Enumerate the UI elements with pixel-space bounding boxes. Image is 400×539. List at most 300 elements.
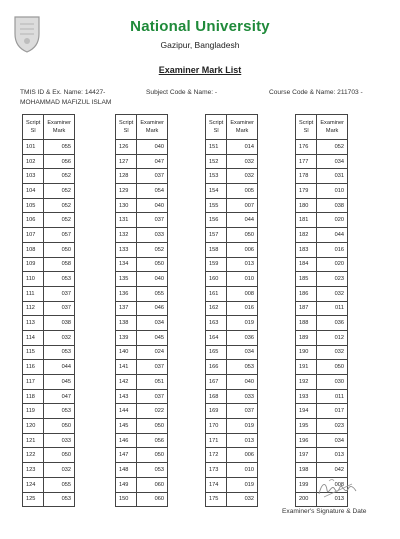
script-sl-cell: 174 bbox=[206, 477, 227, 492]
script-sl-cell: 175 bbox=[206, 492, 227, 507]
table-row bbox=[206, 242, 258, 257]
table-row bbox=[116, 477, 168, 492]
examiner-mark-cell: 033 bbox=[137, 228, 168, 243]
script-sl-cell: 102 bbox=[23, 154, 44, 169]
examiner-mark-cell: 044 bbox=[317, 228, 348, 243]
script-sl-cell: 164 bbox=[206, 330, 227, 345]
examiner-mark-cell: 016 bbox=[317, 242, 348, 257]
examiner-mark-cell: 044 bbox=[227, 213, 258, 228]
examiner-mark-cell: 013 bbox=[227, 257, 258, 272]
examiner-mark-cell: 012 bbox=[317, 330, 348, 345]
col-header-examiner-mark: Examiner Mark bbox=[317, 115, 348, 140]
table-row bbox=[23, 316, 75, 331]
table-row bbox=[23, 169, 75, 184]
examiner-mark-cell: 055 bbox=[44, 140, 75, 155]
col-header-examiner-mark: Examiner Mark bbox=[137, 115, 168, 140]
examiner-mark-cell: 052 bbox=[44, 198, 75, 213]
examiner-mark-cell: 053 bbox=[44, 345, 75, 360]
table-row bbox=[296, 389, 348, 404]
script-sl-cell: 140 bbox=[116, 345, 137, 360]
examiner-mark-cell: 037 bbox=[227, 404, 258, 419]
table-row bbox=[206, 345, 258, 360]
examiner-mark-cell: 011 bbox=[317, 301, 348, 316]
tmis-id-label: TMIS ID & Ex. Name: 14427- bbox=[20, 89, 106, 96]
table-row bbox=[296, 448, 348, 463]
script-sl-cell: 157 bbox=[206, 228, 227, 243]
script-sl-cell: 168 bbox=[206, 389, 227, 404]
examiner-mark-cell: 056 bbox=[137, 433, 168, 448]
examiner-mark-cell: 013 bbox=[317, 448, 348, 463]
table-row bbox=[296, 169, 348, 184]
table-row bbox=[23, 448, 75, 463]
examiner-mark-cell: 037 bbox=[137, 169, 168, 184]
examiner-mark-cell: 005 bbox=[227, 184, 258, 199]
script-sl-cell: 106 bbox=[23, 213, 44, 228]
script-sl-cell: 146 bbox=[116, 433, 137, 448]
table-row bbox=[206, 419, 258, 434]
table-row bbox=[296, 330, 348, 345]
examiner-mark-cell: 050 bbox=[44, 242, 75, 257]
table-row bbox=[206, 213, 258, 228]
examiner-mark-cell: 037 bbox=[44, 301, 75, 316]
examiner-mark-cell: 057 bbox=[44, 228, 75, 243]
examiner-mark-cell: 047 bbox=[137, 154, 168, 169]
col-header-script-sl: Script Sl bbox=[116, 115, 137, 140]
script-sl-cell: 149 bbox=[116, 477, 137, 492]
examiner-signature-label: Examiner's Signature & Date bbox=[282, 508, 367, 515]
examiner-mark-cell: 016 bbox=[227, 301, 258, 316]
script-sl-cell: 197 bbox=[296, 448, 317, 463]
examiner-mark-cell: 047 bbox=[44, 389, 75, 404]
table-row bbox=[23, 198, 75, 213]
script-sl-cell: 169 bbox=[206, 404, 227, 419]
table-row bbox=[296, 286, 348, 301]
table-row bbox=[23, 154, 75, 169]
script-sl-cell: 191 bbox=[296, 360, 317, 375]
examiner-mark-cell: 052 bbox=[137, 242, 168, 257]
table-row bbox=[296, 154, 348, 169]
examiner-mark-cell: 045 bbox=[137, 330, 168, 345]
script-sl-cell: 119 bbox=[23, 404, 44, 419]
script-sl-cell: 193 bbox=[296, 389, 317, 404]
examiner-mark-cell: 024 bbox=[137, 345, 168, 360]
examiner-mark-cell: 017 bbox=[317, 404, 348, 419]
examiner-name: MOHAMMAD MAFIZUL ISLAM bbox=[20, 99, 112, 106]
script-sl-cell: 148 bbox=[116, 463, 137, 478]
table-row bbox=[23, 272, 75, 287]
examiner-mark-cell: 008 bbox=[317, 477, 348, 492]
handwritten-signature bbox=[315, 476, 361, 502]
script-sl-cell: 108 bbox=[23, 242, 44, 257]
col-header-script-sl: Script Sl bbox=[206, 115, 227, 140]
table-row bbox=[116, 257, 168, 272]
examiner-mark-cell: 032 bbox=[227, 492, 258, 507]
examiner-mark-cell: 038 bbox=[317, 198, 348, 213]
script-sl-cell: 196 bbox=[296, 433, 317, 448]
table-row bbox=[23, 404, 75, 419]
table-row bbox=[23, 301, 75, 316]
script-sl-cell: 107 bbox=[23, 228, 44, 243]
script-sl-cell: 125 bbox=[23, 492, 44, 507]
examiner-mark-cell: 050 bbox=[227, 228, 258, 243]
examiner-mark-cell: 040 bbox=[137, 198, 168, 213]
examiner-mark-cell: 032 bbox=[317, 345, 348, 360]
table-row bbox=[116, 301, 168, 316]
script-sl-cell: 110 bbox=[23, 272, 44, 287]
table-row bbox=[23, 389, 75, 404]
table-row bbox=[206, 477, 258, 492]
examiner-mark-cell: 044 bbox=[44, 360, 75, 375]
table-row bbox=[116, 169, 168, 184]
script-sl-cell: 142 bbox=[116, 375, 137, 390]
examiner-mark-cell: 006 bbox=[227, 242, 258, 257]
script-sl-cell: 170 bbox=[206, 419, 227, 434]
table-row bbox=[116, 345, 168, 360]
script-sl-cell: 109 bbox=[23, 257, 44, 272]
table-row bbox=[206, 198, 258, 213]
script-sl-cell: 128 bbox=[116, 169, 137, 184]
script-sl-cell: 173 bbox=[206, 463, 227, 478]
table-row bbox=[116, 330, 168, 345]
examiner-mark-cell: 010 bbox=[227, 463, 258, 478]
examiner-mark-cell: 052 bbox=[44, 184, 75, 199]
script-sl-cell: 178 bbox=[296, 169, 317, 184]
script-sl-cell: 152 bbox=[206, 154, 227, 169]
table-row bbox=[296, 198, 348, 213]
table-row bbox=[206, 389, 258, 404]
script-sl-cell: 127 bbox=[116, 154, 137, 169]
examiner-mark-cell: 053 bbox=[44, 404, 75, 419]
table-row bbox=[116, 463, 168, 478]
course-code-label: Course Code & Name: 211703 - bbox=[269, 89, 363, 96]
table-row bbox=[206, 463, 258, 478]
script-sl-cell: 185 bbox=[296, 272, 317, 287]
examiner-mark-cell: 034 bbox=[137, 316, 168, 331]
script-sl-cell: 163 bbox=[206, 316, 227, 331]
script-sl-cell: 194 bbox=[296, 404, 317, 419]
script-sl-cell: 161 bbox=[206, 286, 227, 301]
table-row bbox=[116, 389, 168, 404]
script-sl-cell: 183 bbox=[296, 242, 317, 257]
examiner-mark-cell: 037 bbox=[137, 389, 168, 404]
table-row bbox=[116, 272, 168, 287]
col-header-examiner-mark: Examiner Mark bbox=[44, 115, 75, 140]
table-row bbox=[296, 184, 348, 199]
script-sl-cell: 156 bbox=[206, 213, 227, 228]
examiner-mark-cell: 052 bbox=[44, 213, 75, 228]
script-sl-cell: 120 bbox=[23, 419, 44, 434]
script-sl-cell: 105 bbox=[23, 198, 44, 213]
examiner-mark-cell: 053 bbox=[137, 463, 168, 478]
script-sl-cell: 147 bbox=[116, 448, 137, 463]
examiner-mark-cell: 032 bbox=[227, 169, 258, 184]
examiner-mark-cell: 022 bbox=[137, 404, 168, 419]
table-row bbox=[206, 169, 258, 184]
script-sl-cell: 115 bbox=[23, 345, 44, 360]
script-sl-cell: 188 bbox=[296, 316, 317, 331]
script-sl-cell: 141 bbox=[116, 360, 137, 375]
table-row bbox=[206, 228, 258, 243]
table-row bbox=[206, 272, 258, 287]
table-row bbox=[206, 257, 258, 272]
table-row bbox=[206, 316, 258, 331]
table-row bbox=[23, 433, 75, 448]
script-sl-cell: 167 bbox=[206, 375, 227, 390]
examiner-mark-cell: 050 bbox=[137, 448, 168, 463]
table-row bbox=[206, 154, 258, 169]
table-row bbox=[116, 404, 168, 419]
table-row bbox=[23, 286, 75, 301]
script-sl-cell: 181 bbox=[296, 213, 317, 228]
script-sl-cell: 172 bbox=[206, 448, 227, 463]
examiner-mark-cell: 045 bbox=[44, 375, 75, 390]
table-row bbox=[116, 286, 168, 301]
table-row bbox=[116, 213, 168, 228]
script-sl-cell: 190 bbox=[296, 345, 317, 360]
examiner-mark-cell: 023 bbox=[317, 419, 348, 434]
examiner-mark-cell: 052 bbox=[44, 169, 75, 184]
examiner-mark-cell: 014 bbox=[227, 140, 258, 155]
script-sl-cell: 160 bbox=[206, 272, 227, 287]
examiner-mark-cell: 050 bbox=[137, 257, 168, 272]
table-row bbox=[206, 433, 258, 448]
table-row bbox=[296, 316, 348, 331]
table-row bbox=[296, 272, 348, 287]
examiner-mark-cell: 040 bbox=[227, 375, 258, 390]
examiner-mark-cell: 046 bbox=[137, 301, 168, 316]
table-row bbox=[206, 404, 258, 419]
script-sl-cell: 136 bbox=[116, 286, 137, 301]
table-row bbox=[23, 375, 75, 390]
examiner-mark-cell: 033 bbox=[227, 389, 258, 404]
script-sl-cell: 171 bbox=[206, 433, 227, 448]
script-sl-cell: 114 bbox=[23, 330, 44, 345]
table-row bbox=[116, 448, 168, 463]
table-row bbox=[116, 375, 168, 390]
examiner-mark-cell: 040 bbox=[137, 140, 168, 155]
examiner-mark-cell: 037 bbox=[44, 286, 75, 301]
script-sl-cell: 158 bbox=[206, 242, 227, 257]
examiner-mark-cell: 038 bbox=[44, 316, 75, 331]
script-sl-cell: 145 bbox=[116, 419, 137, 434]
table-row bbox=[23, 242, 75, 257]
table-row bbox=[23, 184, 75, 199]
examiner-mark-cell: 050 bbox=[137, 419, 168, 434]
table-row bbox=[206, 140, 258, 155]
examiner-mark-cell: 040 bbox=[137, 272, 168, 287]
examiner-mark-cell: 050 bbox=[317, 360, 348, 375]
examiner-mark-cell: 036 bbox=[317, 316, 348, 331]
table-row bbox=[296, 433, 348, 448]
examiner-mark-cell: 019 bbox=[227, 419, 258, 434]
examiner-mark-cell: 050 bbox=[44, 419, 75, 434]
script-sl-cell: 130 bbox=[116, 198, 137, 213]
examiner-mark-cell: 031 bbox=[317, 169, 348, 184]
script-sl-cell: 138 bbox=[116, 316, 137, 331]
examiner-mark-cell: 034 bbox=[227, 345, 258, 360]
table-row bbox=[116, 360, 168, 375]
script-sl-cell: 139 bbox=[116, 330, 137, 345]
script-sl-cell: 123 bbox=[23, 463, 44, 478]
script-sl-cell: 116 bbox=[23, 360, 44, 375]
script-sl-cell: 180 bbox=[296, 198, 317, 213]
script-sl-cell: 121 bbox=[23, 433, 44, 448]
col-header-examiner-mark: Examiner Mark bbox=[227, 115, 258, 140]
examiner-mark-cell: 034 bbox=[317, 433, 348, 448]
examiner-mark-cell: 034 bbox=[317, 154, 348, 169]
examiner-mark-cell: 036 bbox=[227, 330, 258, 345]
script-sl-cell: 118 bbox=[23, 389, 44, 404]
examiner-mark-cell: 007 bbox=[227, 198, 258, 213]
script-sl-cell: 176 bbox=[296, 140, 317, 155]
script-sl-cell: 187 bbox=[296, 301, 317, 316]
table-row bbox=[206, 330, 258, 345]
examiner-mark-cell: 032 bbox=[44, 330, 75, 345]
script-sl-cell: 129 bbox=[116, 184, 137, 199]
table-row bbox=[23, 140, 75, 155]
script-sl-cell: 132 bbox=[116, 228, 137, 243]
script-sl-cell: 162 bbox=[206, 301, 227, 316]
examiner-mark-cell: 010 bbox=[317, 184, 348, 199]
examiner-mark-cell: 060 bbox=[137, 492, 168, 507]
script-sl-cell: 103 bbox=[23, 169, 44, 184]
script-sl-cell: 131 bbox=[116, 213, 137, 228]
examiner-mark-cell: 006 bbox=[227, 448, 258, 463]
table-row bbox=[296, 345, 348, 360]
script-sl-cell: 112 bbox=[23, 301, 44, 316]
university-name: National University bbox=[130, 18, 270, 35]
col-header-script-sl: Script Sl bbox=[23, 115, 44, 140]
script-sl-cell: 104 bbox=[23, 184, 44, 199]
script-sl-cell: 189 bbox=[296, 330, 317, 345]
table-row bbox=[116, 228, 168, 243]
examiner-mark-cell: 020 bbox=[317, 213, 348, 228]
script-sl-cell: 153 bbox=[206, 169, 227, 184]
script-sl-cell: 165 bbox=[206, 345, 227, 360]
examiner-mark-cell: 053 bbox=[227, 360, 258, 375]
examiner-mark-cell: 053 bbox=[44, 492, 75, 507]
examiner-mark-cell: 055 bbox=[44, 477, 75, 492]
script-sl-cell: 122 bbox=[23, 448, 44, 463]
table-row bbox=[116, 140, 168, 155]
examiner-mark-cell: 019 bbox=[227, 477, 258, 492]
examiner-mark-cell: 023 bbox=[317, 272, 348, 287]
table-row bbox=[296, 228, 348, 243]
script-sl-cell: 111 bbox=[23, 286, 44, 301]
examiner-mark-cell: 042 bbox=[317, 463, 348, 478]
script-sl-cell: 150 bbox=[116, 492, 137, 507]
table-row bbox=[23, 213, 75, 228]
table-row bbox=[116, 316, 168, 331]
examiner-mark-cell: 013 bbox=[317, 492, 348, 507]
examiner-mark-cell: 032 bbox=[227, 154, 258, 169]
table-row bbox=[206, 360, 258, 375]
script-sl-cell: 144 bbox=[116, 404, 137, 419]
examiner-mark-cell: 050 bbox=[44, 448, 75, 463]
mark-table-3 bbox=[205, 114, 258, 507]
table-row bbox=[23, 228, 75, 243]
script-sl-cell: 133 bbox=[116, 242, 137, 257]
script-sl-cell: 159 bbox=[206, 257, 227, 272]
script-sl-cell: 154 bbox=[206, 184, 227, 199]
table-row bbox=[116, 154, 168, 169]
mark-table-2 bbox=[115, 114, 168, 507]
examiner-mark-cell: 056 bbox=[44, 154, 75, 169]
table-row bbox=[296, 419, 348, 434]
examiner-mark-cell: 011 bbox=[317, 389, 348, 404]
examiner-mark-cell: 052 bbox=[317, 140, 348, 155]
examiner-mark-cell: 055 bbox=[137, 286, 168, 301]
script-sl-cell: 200 bbox=[296, 492, 317, 507]
table-row bbox=[296, 404, 348, 419]
examiner-mark-cell: 037 bbox=[137, 213, 168, 228]
examiner-mark-cell: 010 bbox=[227, 272, 258, 287]
table-row bbox=[296, 375, 348, 390]
table-row bbox=[206, 301, 258, 316]
table-row bbox=[23, 360, 75, 375]
script-sl-cell: 126 bbox=[116, 140, 137, 155]
script-sl-cell: 135 bbox=[116, 272, 137, 287]
table-row bbox=[116, 198, 168, 213]
examiner-mark-cell: 051 bbox=[137, 375, 168, 390]
script-sl-cell: 101 bbox=[23, 140, 44, 155]
examiner-mark-cell: 019 bbox=[227, 316, 258, 331]
script-sl-cell: 177 bbox=[296, 154, 317, 169]
table-row bbox=[116, 419, 168, 434]
table-row bbox=[296, 360, 348, 375]
examiner-mark-cell: 058 bbox=[44, 257, 75, 272]
script-sl-cell: 179 bbox=[296, 184, 317, 199]
table-row bbox=[206, 375, 258, 390]
table-row bbox=[23, 257, 75, 272]
table-row bbox=[23, 419, 75, 434]
script-sl-cell: 192 bbox=[296, 375, 317, 390]
script-sl-cell: 113 bbox=[23, 316, 44, 331]
table-row bbox=[23, 463, 75, 478]
script-sl-cell: 155 bbox=[206, 198, 227, 213]
table-row bbox=[296, 242, 348, 257]
script-sl-cell: 199 bbox=[296, 477, 317, 492]
script-sl-cell: 195 bbox=[296, 419, 317, 434]
script-sl-cell: 184 bbox=[296, 257, 317, 272]
table-row bbox=[206, 184, 258, 199]
examiner-mark-cell: 030 bbox=[317, 375, 348, 390]
examiner-mark-cell: 020 bbox=[317, 257, 348, 272]
examiner-mark-cell: 032 bbox=[44, 463, 75, 478]
table-row bbox=[23, 492, 75, 507]
script-sl-cell: 137 bbox=[116, 301, 137, 316]
examiner-mark-cell: 032 bbox=[317, 286, 348, 301]
table-row bbox=[206, 492, 258, 507]
table-row bbox=[206, 286, 258, 301]
table-row bbox=[23, 330, 75, 345]
table-row bbox=[23, 477, 75, 492]
examiner-mark-cell: 013 bbox=[227, 433, 258, 448]
script-sl-cell: 186 bbox=[296, 286, 317, 301]
script-sl-cell: 117 bbox=[23, 375, 44, 390]
table-row bbox=[116, 242, 168, 257]
table-row bbox=[23, 345, 75, 360]
table-row bbox=[296, 257, 348, 272]
mark-table-4 bbox=[295, 114, 348, 507]
mark-table-1 bbox=[22, 114, 75, 507]
university-location: Gazipur, Bangladesh bbox=[160, 40, 240, 50]
table-row bbox=[116, 433, 168, 448]
examiner-mark-cell: 054 bbox=[137, 184, 168, 199]
examiner-mark-cell: 008 bbox=[227, 286, 258, 301]
script-sl-cell: 134 bbox=[116, 257, 137, 272]
examiner-mark-cell: 053 bbox=[44, 272, 75, 287]
